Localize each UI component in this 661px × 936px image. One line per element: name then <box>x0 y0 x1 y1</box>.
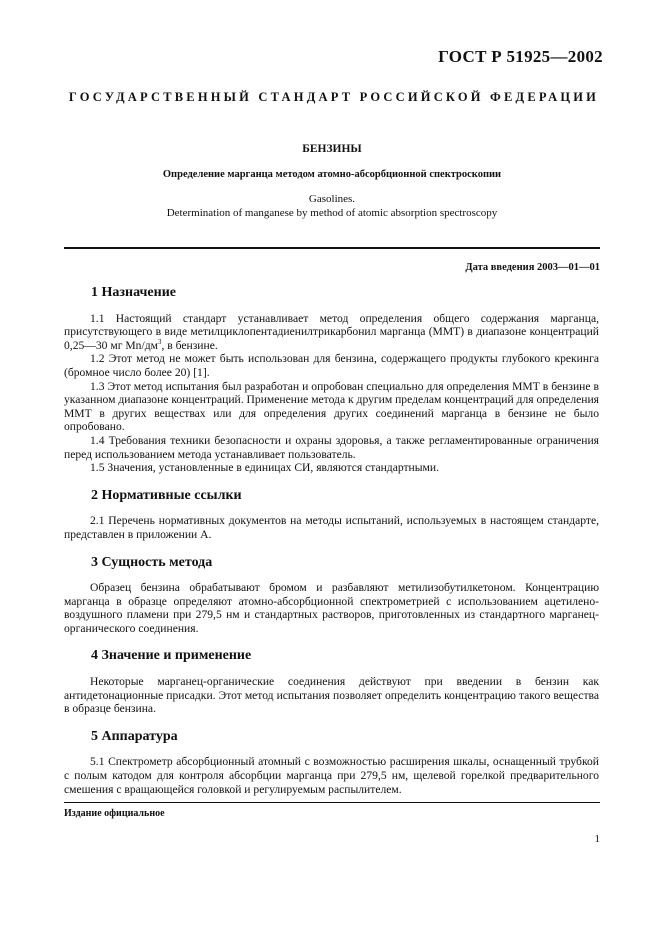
paragraph-1-1 <box>64 312 599 353</box>
document-title: БЕНЗИНЫ <box>302 143 362 155</box>
section-4-heading: 4 Значение и применение <box>91 648 252 664</box>
paragraph-1-2: 1.2 Этот метод не может быть использован для бензина, содержащего продукты глубокого крекинга (бромное число более 20) [1]. <box>64 352 599 379</box>
introduction-date: Дата введения 2003—01—01 <box>465 262 600 273</box>
page-number: 1 <box>594 833 600 845</box>
footer-divider <box>64 802 600 803</box>
edition-note: Издание официальное <box>64 808 165 819</box>
gost-number: ГОСТ Р 51925—2002 <box>438 47 603 66</box>
paragraph-1-1-tail: , в бензине. <box>161 338 218 352</box>
paragraph-3: Образец бензина обрабатывают бромом и разбавляют метилизобутилкетоном. Концентрацию марганца в образце определяют атомно-абсорбционной спектрометрией с использованием ацетилено-воздушного пламени при 279,5 нм и стандартных растворов, приготовленных из стандартного марганец-органического соединения. <box>64 581 599 635</box>
document-body <box>64 286 599 796</box>
section-1-heading: 1 Назначение <box>91 285 176 300</box>
state-standard-heading: ГОСУДАРСТВЕННЫЙ СТАНДАРТ РОССИЙСКОЙ ФЕДЕРАЦИИ <box>68 90 600 104</box>
paragraph-2-1: 2.1 Перечень нормативных документов на методы испытаний, используемых в настоящем стандарте, представлен в приложении А. <box>64 514 599 541</box>
header-divider <box>64 247 600 249</box>
english-title: Gasolines. <box>308 193 356 205</box>
paragraph-1-3: 1.3 Этот метод испытания был разработан и опробован специально для определения ММТ в бензине в указанном диапазоне концентраций. Применение метода к другим пределам концентраций для определения ММТ в других веществах или для определения других соединений марганца в бензине не было опробовано. <box>64 379 599 434</box>
section-5-heading: 5 Аппаратура <box>91 728 178 744</box>
document-subtitle: Определение марганца методом атомно-абсорбционной спектроскопии <box>162 169 502 180</box>
section-3-heading: 3 Сущность метода <box>91 554 213 570</box>
paragraph-5-1: 5.1 Спектрометр абсорбционный атомный с возможностью расширения шкалы, оснащенный трубкой с полым катодом для контроля абсорбции марганца при 279,5 нм, щелевой горелкой предварительного смешения с вращающейся головкой и регулируемым распылителем. <box>64 755 599 796</box>
paragraph-4: Некоторые марганец-органические соединения действуют при введении в бензин как антидетонационные присадки. Этот метод испытания позволяет определить концентрацию такого вещества в образце бензина. <box>64 675 599 716</box>
section-2-heading: 2 Нормативные ссылки <box>91 487 242 503</box>
superscript-3: 3 <box>157 337 162 346</box>
paragraph-1-1-text: 1.1 Настоящий стандарт устанавливает метод определения общего содержания марганца, присутствующего в виде метилциклопентадиенилтрикарбонил марганца (ММТ) в диапазоне концентраций 0,25—30 мг Mn/дм <box>64 311 599 352</box>
paragraph-1-4: 1.4 Требования техники безопасности и охраны здоровья, а также регламентированные ограничения перед использованием метода устанавливает пользователь. <box>64 433 599 461</box>
paragraph-1-5: 1.5 Значения, установленные в единицах СИ, являются стандартными. <box>90 461 439 475</box>
english-subtitle: Determination of manganese by method of atomic absorption spectroscopy <box>166 207 498 219</box>
